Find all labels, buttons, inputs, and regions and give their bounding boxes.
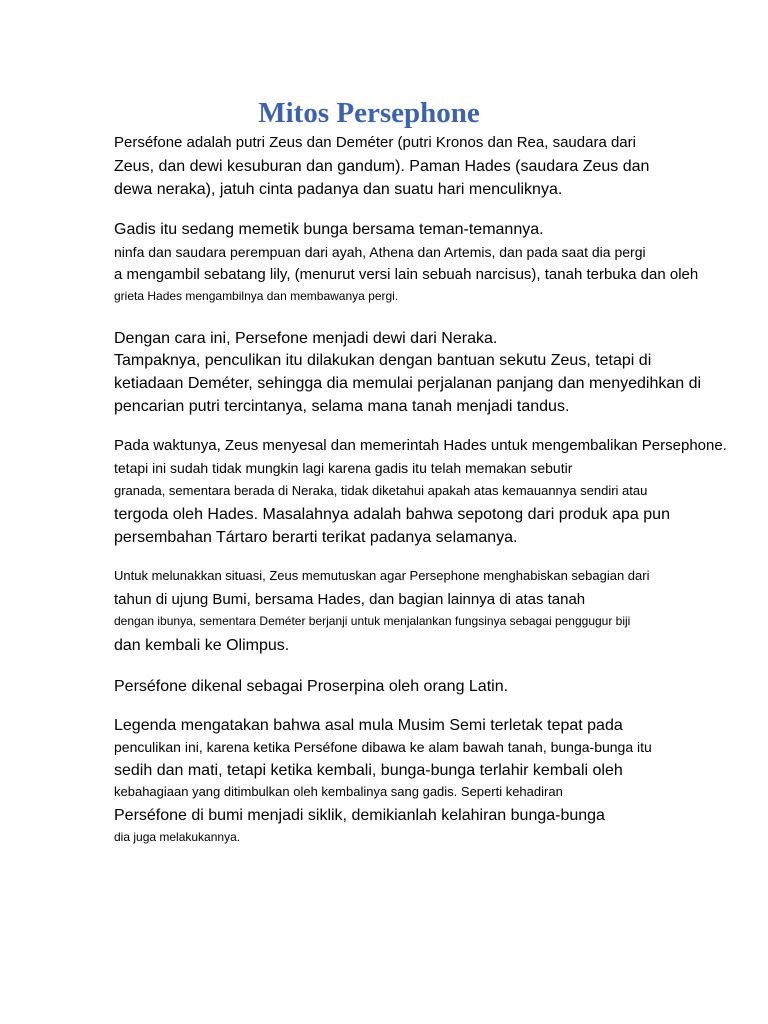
text-line: dan kembali ke Olimpus. — [114, 637, 290, 654]
text-line: tergoda oleh Hades. Masalahnya adalah bahwa sepotong dari produk apa pun — [114, 506, 670, 523]
text-line: ninfa dan saudara perempuan dari ayah, Athena dan Artemis, dan pada saat dia pergi — [114, 244, 646, 260]
text-line: penculikan ini, karena ketika Perséfone dibawa ke alam bawah tanah, bunga-bunga itu — [114, 739, 652, 755]
text-line: dengan ibunya, sementara Deméter berjanji untuk menjalankan fungsinya sebagai penggugur biji — [114, 614, 631, 628]
text-line: Perséfone dikenal sebagai Proserpina oleh orang Latin. — [114, 678, 509, 695]
text-line: Legenda mengatakan bahwa asal mula Musim Semi terletak tepat pada — [114, 717, 623, 734]
text-line: a mengambil sebatang lily, (menurut versi lain sebuah narcisus), tanah terbuka dan oleh — [114, 266, 699, 283]
text-line: dewa neraka), jatuh cinta padanya dan suatu hari menculiknya. — [114, 181, 563, 198]
text-line: ketiadaan Deméter, sehingga dia memulai perjalanan panjang dan menyedihkan di — [114, 375, 702, 392]
text-line: Zeus, dan dewi kesuburan dan gandum). Paman Hades (saudara Zeus dan — [114, 158, 650, 175]
text-line: pencarian putri tercintanya, selama mana tanah menjadi tandus. — [114, 398, 570, 415]
text-line: persembahan Tártaro berarti terikat padanya selamanya. — [114, 529, 518, 546]
text-line: Gadis itu sedang memetik bunga bersama teman-temannya. — [114, 221, 544, 238]
text-line: sedih dan mati, tetapi ketika kembali, bunga-bunga terlahir kembali oleh — [114, 762, 623, 779]
text-line: tahun di ujung Bumi, bersama Hades, dan bagian lainnya di atas tanah — [114, 591, 586, 608]
text-line: granada, sementara berada di Neraka, tidak diketahui apakah atas kemauannya sendiri atau — [114, 483, 648, 498]
text-line: kebahagiaan yang ditimbulkan oleh kembalinya sang gadis. Seperti kehadiran — [114, 784, 563, 799]
text-line: tetapi ini sudah tidak mungkin lagi karena gadis itu telah memakan sebutir — [114, 460, 573, 476]
page-title: Mitos Persephone — [258, 97, 480, 129]
text-line: Dengan cara ini, Persefone menjadi dewi dari Neraka. — [114, 330, 498, 347]
text-line: Perséfone di bumi menjadi siklik, demikianlah kelahiran bunga-bunga — [114, 807, 605, 824]
text-line: grieta Hades mengambilnya dan membawanya pergi. — [114, 289, 399, 303]
text-line: Untuk melunakkan situasi, Zeus memutuskan agar Persephone menghabiskan sebagian dari — [114, 568, 650, 583]
text-line: dia juga melakukannya. — [114, 830, 241, 844]
text-line: Tampaknya, penculikan itu dilakukan dengan bantuan sekutu Zeus, tetapi di — [114, 352, 652, 369]
text-line: Perséfone adalah putri Zeus dan Deméter (putri Kronos dan Rea, saudara dari — [114, 134, 636, 151]
text-line: Pada waktunya, Zeus menyesal dan memerintah Hades untuk mengembalikan Persephone. — [114, 437, 727, 454]
